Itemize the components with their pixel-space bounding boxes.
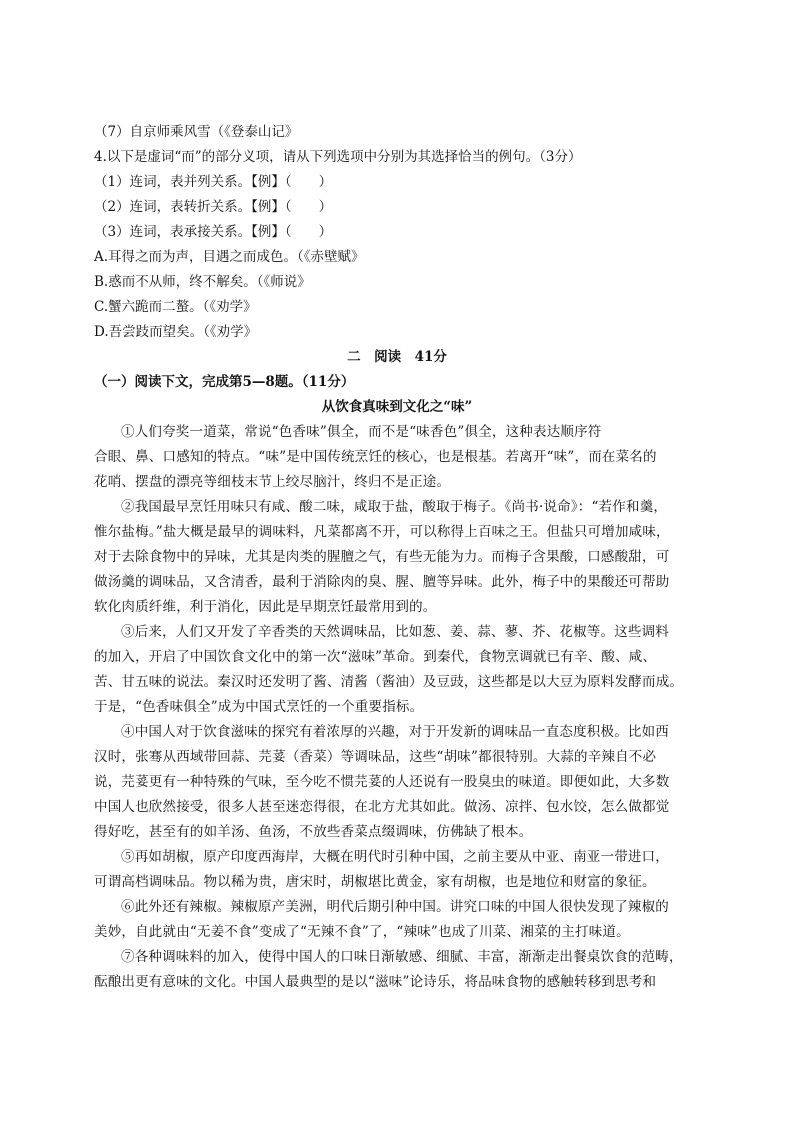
paragraph-line: 说，芫荽更有一种特殊的气味，至今吃不惯芫荽的人还说有一股臭虫的味道。即便如此，大多数 [94,774,670,790]
paragraph-line: 于是，“色香味俱全”成为中国式烹饪的一个重要指标。 [94,699,424,715]
paragraph-line: 惟尔盐梅。”盐大概是最早的调味料，凡菜都离不开，可以称得上百味之王。但盐只可增加咸味， [94,524,670,540]
article-paragraph-4 [94,720,700,845]
article-paragraph-1 [94,420,700,495]
paragraph-line: 对于去除食物中的异味，尤其是肉类的腥膻之气，有些无能为力。而梅子含果酸，口感酸甜，可 [94,549,670,565]
article-body [94,420,700,995]
option-a: A.耳得之而为声，目遇之而成色。（《赤壁赋》 [94,249,365,265]
paragraph-line: ④中国人对于饮食滋味的探究有着浓厚的兴趣，对于开发新的调味品一直态度积极。比如西 [121,724,669,740]
paragraph-line: ⑦各种调味料的加入，使得中国人的口味日渐敏感、细腻、丰富，渐渐走出餐桌饮食的范畴， [121,949,683,965]
section-subheading: （一）阅读下文，完成第5—8题。（11分） [94,374,355,390]
paragraph-line: 做汤羹的调味品，又含清香，最利于消除肉的臭、腥、膻等异味。此外，梅子中的果酸还可帮助 [94,574,670,590]
paragraph-line: 汉时，张骞从西域带回蒜、芫荽（香菜）等调味品，这些“胡味”都很特别。大蒜的辛辣自不必 [94,749,657,765]
sub-question-3: （3）连词，表承接关系。【例】（ ） [94,224,333,240]
paragraph-line: 苦、甘五味的说法。秦汉时还发明了酱、清酱（酱油）及豆豉，这些都是以大豆为原料发酵而成。 [94,674,684,690]
paragraph-line: 的加入，开启了中国饮食文化中的第一次“滋味”革命。到秦代，食物烹调就已有辛、酸、咸、 [94,649,657,665]
paragraph-line: 酝酿出更有意味的文化。中国人最典型的是以“滋味”论诗乐，将品味食物的感触转移到思考和 [94,974,657,990]
section-heading: 二 阅读 41分 [347,349,447,365]
question-4-stem: 4.以下是虚词“而”的部分义项，请从下列选项中分别为其选择恰当的例句。（3分） [94,149,582,165]
option-d: D.吾尝跂而望矣。（《劝学》 [94,324,258,340]
paragraph-line: ③后来，人们又开发了辛香类的天然调味品，比如葱、姜、蒜、蓼、芥、花椒等。这些调料 [121,624,669,640]
paragraph-line: ②我国最早烹饪用味只有咸、酸二味，咸取于盐，酸取于梅子。《尚书·说命》：“若作和羹， [121,499,668,515]
option-c: C.蟹六跪而二螯。（《劝学》 [94,299,257,315]
article-paragraph-7 [94,945,700,995]
paragraph-line: ⑥此外还有辣椒。辣椒原产美洲，明代后期引种中国。讲究口味的中国人很快发现了辣椒的 [121,899,669,915]
article-paragraph-2 [94,495,700,620]
paragraph-line: ①人们夸奖一道菜，常说“色香味”俱全，而不是“味香色”俱全，这种表达顺序符 [121,424,602,440]
sub-question-1: （1）连词，表并列关系。【例】（ ） [94,174,333,190]
option-b: B.惑而不从师，终不解矣。（《师说》 [94,274,311,290]
article-paragraph-6 [94,895,700,945]
paragraph-line: 合眼、鼻、口感知的特点。“味”是中国传统烹饪的核心，也是根基。若离开“味”，而在菜名的 [94,449,657,465]
paragraph-line: 花哨、摆盘的漂亮等细枝末节上绞尽脑汁，终归不是正途。 [94,474,451,490]
article-title: 从饮食真味到文化之“味” [321,399,473,415]
paragraph-line: 可谓高档调味品。物以稀为贵，唐宋时，胡椒堪比黄金，家有胡椒，也是地位和财富的象征。 [94,874,656,890]
paragraph-line: 美妙，自此就由“无姜不食”变成了“无辣不食”了，“辣味”也成了川菜、湘菜的主打味道。 [94,924,630,940]
paragraph-line: ⑤再如胡椒，原产印度西海岸，大概在明代时引种中国，之前主要从中亚、南亚一带进口， [121,849,669,865]
paragraph-line: 软化肉质纤维，利于消化，因此是早期烹饪最常用到的。 [94,599,437,615]
question-item-7: （7）自京师乘风雪（《登泰山记》 [94,124,299,140]
article-paragraph-5 [94,845,700,895]
sub-question-2: （2）连词，表转折关系。【例】（ ） [94,199,333,215]
document-page [94,120,700,995]
article-paragraph-3 [94,620,700,720]
paragraph-line: 中国人也欣然接受，很多人甚至迷恋得很，在北方尤其如此。做汤、凉拌、包水饺，怎么做都觉 [94,799,670,815]
paragraph-line: 得好吃，甚至有的如羊汤、鱼汤，不放些香菜点缀调味，仿佛缺了根本。 [94,824,533,840]
